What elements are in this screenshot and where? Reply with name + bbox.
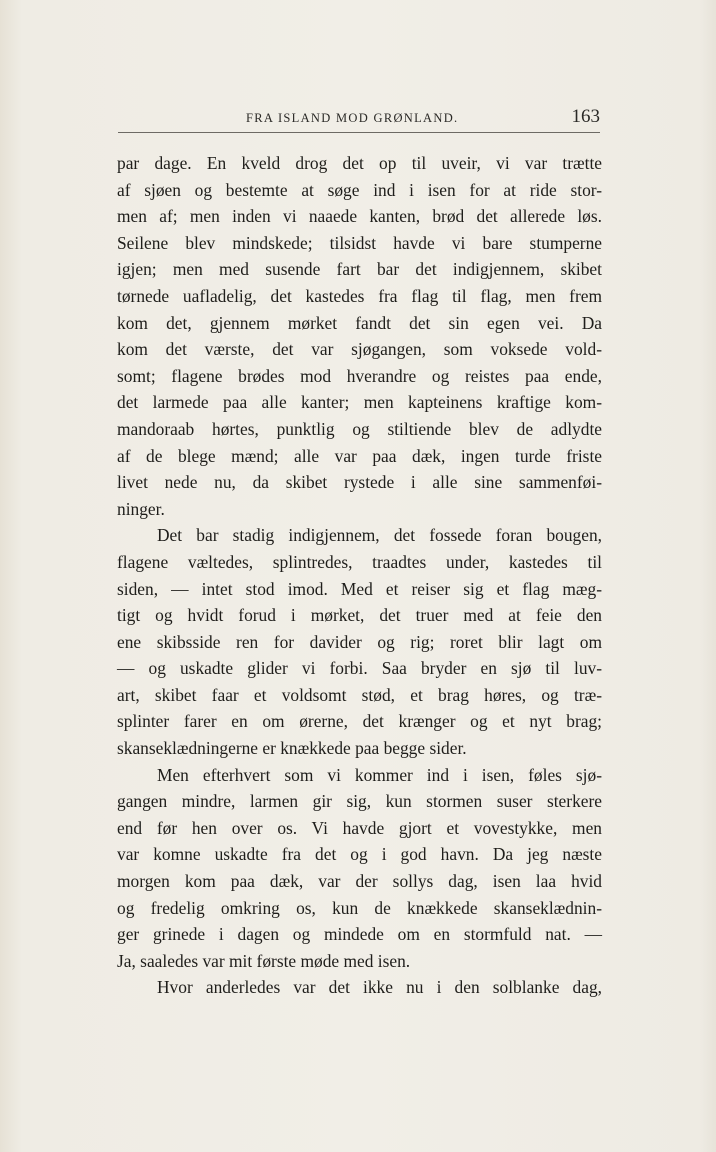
text-line: tigt og hvidt forud i mørket, det truer med at feie den bbox=[117, 605, 602, 626]
text-line: igjen; men med susende fart bar det indigjennem, skibet bbox=[117, 259, 602, 280]
text-line: af de blege mænd; alle var paa dæk, ingen turde friste bbox=[117, 445, 602, 466]
text-line: ene skibsside ren for davider og rig; roret blir lagt om bbox=[117, 631, 602, 652]
text-line: tørnede uafladelig, det kastedes fra flag til flag, men frem bbox=[117, 285, 602, 306]
text-line: kom det værste, det var sjøgangen, som voksede vold- bbox=[117, 339, 602, 360]
text-line: var komne uskadte fra det og i god havn. Da jeg næste bbox=[117, 844, 602, 865]
text-line: flagene væltedes, splintredes, traadtes under, kastedes til bbox=[117, 551, 602, 572]
text-line: skanseklædningerne er knækkede paa begge sider. bbox=[117, 738, 467, 759]
text-line: Hvor anderledes var det ikke nu i den solblanke dag, bbox=[157, 977, 602, 998]
text-line: Seilene blev mindskede; tilsidst havde vi bare stumperne bbox=[117, 232, 602, 253]
paragraph-3 bbox=[117, 762, 602, 975]
text-line: art, skibet faar et voldsomt stød, et brag høres, og træ- bbox=[117, 684, 602, 705]
text-line: ger grinede i dagen og mindede om en stormfuld nat. — bbox=[117, 924, 602, 945]
running-title: FRA ISLAND MOD GRØNLAND. bbox=[246, 111, 459, 125]
text-line: mandoraab hørtes, punktlig og stiltiende blev de adlydte bbox=[117, 418, 602, 439]
text-line: kom det, gjennem mørket fandt det sin egen vei. Da bbox=[117, 312, 602, 333]
text-line: gangen mindre, larmen gir sig, kun stormen suser sterkere bbox=[117, 791, 602, 812]
paragraph-4 bbox=[117, 974, 602, 1001]
text-line: det larmede paa alle kanter; men kapteinens kraftige kom- bbox=[117, 392, 602, 413]
text-line: livet nede nu, da skibet rystede i alle sine sammenføi- bbox=[117, 472, 602, 493]
text-line: ninger. bbox=[117, 498, 165, 519]
text-line: Ja, saaledes var mit første møde med isen. bbox=[117, 950, 411, 971]
text-line: par dage. En kveld drog det op til uveir, vi var trætte bbox=[117, 153, 602, 173]
text-line: end før hen over os. Vi havde gjort et vovestykke, men bbox=[117, 817, 602, 838]
text-line: Men efterhvert som vi kommer ind i isen, føles sjø- bbox=[157, 764, 602, 785]
page-number: 163 bbox=[571, 106, 600, 127]
text-line: Det bar stadig indigjennem, det fossede foran bougen, bbox=[157, 525, 602, 546]
running-head bbox=[118, 106, 600, 133]
text-line: morgen kom paa dæk, var der sollys dag, isen laa hvid bbox=[117, 871, 602, 892]
text-line: af sjøen og bestemte at søge ind i isen for at ride stor- bbox=[117, 179, 602, 200]
text-line: somt; flagene brødes mod hverandre og reistes paa ende, bbox=[117, 365, 602, 386]
paragraph-2 bbox=[117, 522, 602, 761]
paragraph-1 bbox=[117, 150, 602, 522]
body-text bbox=[117, 150, 602, 1001]
text-line: og fredelig omkring os, kun de knækkede skanseklædnin- bbox=[117, 897, 602, 918]
text-line: siden, — intet stod imod. Med et reiser sig et flag mæg- bbox=[117, 578, 602, 599]
text-line: splinter farer en om ørerne, det krænger og et nyt brag; bbox=[117, 711, 602, 732]
text-line: — og uskadte glider vi forbi. Saa bryder en sjø til luv- bbox=[117, 658, 602, 679]
text-line: men af; men inden vi naaede kanten, brød det allerede løs. bbox=[117, 206, 602, 227]
